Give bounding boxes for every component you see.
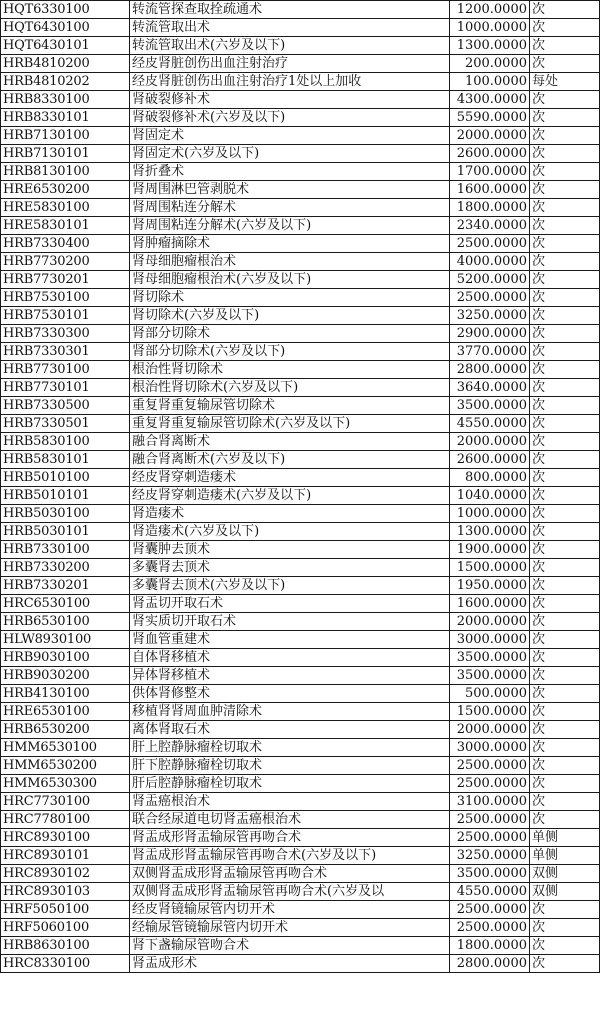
item-unit-cell: 次 <box>530 325 600 343</box>
item-code-cell: HRC8930100 <box>1 829 130 847</box>
table-row <box>1 829 600 847</box>
item-code-cell: HQT6430101 <box>1 37 130 55</box>
table-row <box>1 451 600 469</box>
item-price-cell: 1200.0000 <box>450 1 530 19</box>
item-name-cell: 肾囊肿去顶术 <box>130 541 450 559</box>
item-code-cell: HRB5830101 <box>1 451 130 469</box>
item-price-cell: 1600.0000 <box>450 181 530 199</box>
item-unit-cell: 次 <box>530 163 600 181</box>
table-row <box>1 397 600 415</box>
item-code-cell: HRB5010100 <box>1 469 130 487</box>
item-name-cell: 转流管取出术 <box>130 19 450 37</box>
item-price-cell: 100.0000 <box>450 73 530 91</box>
item-name-cell: 供体肾修整术 <box>130 685 450 703</box>
item-unit-cell: 次 <box>530 721 600 739</box>
item-code-cell: HRB7330200 <box>1 559 130 577</box>
item-name-cell: 肾造瘘术 <box>130 505 450 523</box>
table-row <box>1 739 600 757</box>
item-code-cell: HRB5830100 <box>1 433 130 451</box>
item-code-cell: HRB8130100 <box>1 163 130 181</box>
item-price-cell: 1500.0000 <box>450 559 530 577</box>
item-price-cell: 2340.0000 <box>450 217 530 235</box>
table-row <box>1 37 600 55</box>
item-unit-cell: 双侧 <box>530 865 600 883</box>
table-row <box>1 325 600 343</box>
table-row <box>1 865 600 883</box>
item-unit-cell: 单侧 <box>530 829 600 847</box>
item-code-cell: HRB5030100 <box>1 505 130 523</box>
item-unit-cell: 次 <box>530 91 600 109</box>
item-name-cell: 经输尿管镜输尿管内切开术 <box>130 919 450 937</box>
item-code-cell: HRE6530200 <box>1 181 130 199</box>
item-unit-cell: 次 <box>530 559 600 577</box>
item-price-cell: 1800.0000 <box>450 199 530 217</box>
item-code-cell: HMM6530300 <box>1 775 130 793</box>
table-row <box>1 721 600 739</box>
item-code-cell: HRC7730100 <box>1 793 130 811</box>
item-code-cell: HRF5050100 <box>1 901 130 919</box>
item-code-cell: HRB7130100 <box>1 127 130 145</box>
item-unit-cell: 次 <box>530 109 600 127</box>
item-name-cell: 转流管探查取拴疏通术 <box>130 1 450 19</box>
item-unit-cell: 次 <box>530 613 600 631</box>
item-price-cell: 200.0000 <box>450 55 530 73</box>
item-name-cell: 肾盂成形肾盂输尿管再吻合术 <box>130 829 450 847</box>
item-name-cell: 多囊肾去顶术(六岁及以下) <box>130 577 450 595</box>
item-price-cell: 3500.0000 <box>450 667 530 685</box>
table-row <box>1 649 600 667</box>
item-name-cell: 经皮肾脏创伤出血注射治疗 <box>130 55 450 73</box>
item-price-cell: 2000.0000 <box>450 433 530 451</box>
item-name-cell: 肾部分切除术 <box>130 325 450 343</box>
item-code-cell: HRB4130100 <box>1 685 130 703</box>
item-name-cell: 肾盂切开取石术 <box>130 595 450 613</box>
item-price-cell: 1000.0000 <box>450 19 530 37</box>
item-code-cell: HRB7330500 <box>1 397 130 415</box>
item-code-cell: HRB7330501 <box>1 415 130 433</box>
item-code-cell: HRB7730200 <box>1 253 130 271</box>
item-name-cell: 肝上腔静脉瘤栓切取术 <box>130 739 450 757</box>
item-code-cell: HRB7330100 <box>1 541 130 559</box>
item-price-cell: 3500.0000 <box>450 397 530 415</box>
item-unit-cell: 次 <box>530 541 600 559</box>
table-body <box>1 1 600 973</box>
item-unit-cell: 次 <box>530 343 600 361</box>
item-name-cell: 肾血管重建术 <box>130 631 450 649</box>
table-row <box>1 469 600 487</box>
item-code-cell: HRE5830100 <box>1 199 130 217</box>
item-unit-cell: 次 <box>530 181 600 199</box>
table-row <box>1 703 600 721</box>
item-name-cell: 肾盂癌根治术 <box>130 793 450 811</box>
item-unit-cell: 次 <box>530 451 600 469</box>
item-unit-cell: 次 <box>530 433 600 451</box>
item-name-cell: 肾固定术(六岁及以下) <box>130 145 450 163</box>
item-code-cell: HRB5030101 <box>1 523 130 541</box>
table-row <box>1 181 600 199</box>
item-name-cell: 自体肾移植术 <box>130 649 450 667</box>
item-unit-cell: 双侧 <box>530 883 600 901</box>
item-name-cell: 肝下腔静脉瘤栓切取术 <box>130 757 450 775</box>
item-unit-cell: 次 <box>530 145 600 163</box>
item-price-cell: 3250.0000 <box>450 847 530 865</box>
table-row <box>1 127 600 145</box>
item-unit-cell: 次 <box>530 127 600 145</box>
item-unit-cell: 次 <box>530 685 600 703</box>
item-price-cell: 3500.0000 <box>450 865 530 883</box>
item-price-cell: 1040.0000 <box>450 487 530 505</box>
item-price-cell: 2000.0000 <box>450 721 530 739</box>
item-name-cell: 肾母细胞瘤根治术 <box>130 253 450 271</box>
item-code-cell: HRB7330300 <box>1 325 130 343</box>
item-code-cell: HRB9030100 <box>1 649 130 667</box>
item-price-cell: 2500.0000 <box>450 919 530 937</box>
item-code-cell: HRB7730100 <box>1 361 130 379</box>
item-price-cell: 4300.0000 <box>450 91 530 109</box>
item-price-cell: 800.0000 <box>450 469 530 487</box>
item-code-cell: HRB4810202 <box>1 73 130 91</box>
item-name-cell: 肾固定术 <box>130 127 450 145</box>
item-name-cell: 肾周围淋巴管剥脱术 <box>130 181 450 199</box>
item-price-cell: 2500.0000 <box>450 235 530 253</box>
item-name-cell: 异体肾移植术 <box>130 667 450 685</box>
table-row <box>1 847 600 865</box>
table-row <box>1 91 600 109</box>
table-row <box>1 19 600 37</box>
item-price-cell: 3500.0000 <box>450 649 530 667</box>
item-unit-cell: 次 <box>530 55 600 73</box>
item-unit-cell: 次 <box>530 469 600 487</box>
table-row <box>1 577 600 595</box>
item-price-cell: 2800.0000 <box>450 361 530 379</box>
item-name-cell: 融合肾离断术 <box>130 433 450 451</box>
item-code-cell: HRB6530100 <box>1 613 130 631</box>
table-row <box>1 811 600 829</box>
item-unit-cell: 次 <box>530 235 600 253</box>
item-name-cell: 移植肾肾周血肿清除术 <box>130 703 450 721</box>
item-price-cell: 3640.0000 <box>450 379 530 397</box>
item-unit-cell: 次 <box>530 1 600 19</box>
table-row <box>1 235 600 253</box>
item-price-cell: 2500.0000 <box>450 775 530 793</box>
table-row <box>1 541 600 559</box>
item-price-cell: 3770.0000 <box>450 343 530 361</box>
item-price-cell: 2000.0000 <box>450 127 530 145</box>
item-code-cell: HMM6530100 <box>1 739 130 757</box>
item-unit-cell: 次 <box>530 19 600 37</box>
item-name-cell: 联合经尿道电切肾盂癌根治术 <box>130 811 450 829</box>
item-unit-cell: 次 <box>530 307 600 325</box>
item-unit-cell: 次 <box>530 649 600 667</box>
item-name-cell: 肾实质切开取石术 <box>130 613 450 631</box>
table-row <box>1 433 600 451</box>
item-price-cell: 2500.0000 <box>450 811 530 829</box>
item-unit-cell: 次 <box>530 361 600 379</box>
item-code-cell: HRB7730101 <box>1 379 130 397</box>
item-name-cell: 经皮肾穿刺造瘘术 <box>130 469 450 487</box>
item-code-cell: HRC8930101 <box>1 847 130 865</box>
table-row <box>1 487 600 505</box>
item-code-cell: HRB4810200 <box>1 55 130 73</box>
item-code-cell: HRB8330101 <box>1 109 130 127</box>
item-code-cell: HRB8630100 <box>1 937 130 955</box>
item-name-cell: 肾盂成形肾盂输尿管再吻合术(六岁及以下) <box>130 847 450 865</box>
item-unit-cell: 次 <box>530 775 600 793</box>
item-unit-cell: 次 <box>530 379 600 397</box>
table-row <box>1 217 600 235</box>
item-name-cell: 肾破裂修补术(六岁及以下) <box>130 109 450 127</box>
item-name-cell: 肝后腔静脉瘤栓切取术 <box>130 775 450 793</box>
item-price-cell: 3100.0000 <box>450 793 530 811</box>
item-price-cell: 1700.0000 <box>450 163 530 181</box>
item-price-cell: 1300.0000 <box>450 37 530 55</box>
table-row <box>1 505 600 523</box>
item-price-cell: 2600.0000 <box>450 145 530 163</box>
item-unit-cell: 次 <box>530 523 600 541</box>
table-row <box>1 685 600 703</box>
item-name-cell: 根治性肾切除术(六岁及以下) <box>130 379 450 397</box>
item-name-cell: 根治性肾切除术 <box>130 361 450 379</box>
item-name-cell: 肾切除术 <box>130 289 450 307</box>
item-name-cell: 多囊肾去顶术 <box>130 559 450 577</box>
item-code-cell: HRC6530100 <box>1 595 130 613</box>
item-code-cell: HRB7730201 <box>1 271 130 289</box>
table-row <box>1 793 600 811</box>
item-code-cell: HRB9030200 <box>1 667 130 685</box>
item-price-cell: 2000.0000 <box>450 613 530 631</box>
item-price-cell: 2500.0000 <box>450 289 530 307</box>
item-unit-cell: 次 <box>530 397 600 415</box>
item-price-cell: 2900.0000 <box>450 325 530 343</box>
item-unit-cell: 次 <box>530 919 600 937</box>
item-price-cell: 1800.0000 <box>450 937 530 955</box>
item-price-cell: 2500.0000 <box>450 829 530 847</box>
item-unit-cell: 次 <box>530 793 600 811</box>
item-unit-cell: 单侧 <box>530 847 600 865</box>
item-price-cell: 1000.0000 <box>450 505 530 523</box>
item-unit-cell: 次 <box>530 289 600 307</box>
item-code-cell: HRC8330100 <box>1 955 130 973</box>
item-price-cell: 5200.0000 <box>450 271 530 289</box>
item-name-cell: 肾切除术(六岁及以下) <box>130 307 450 325</box>
table-row <box>1 883 600 901</box>
item-code-cell: HRB7530101 <box>1 307 130 325</box>
item-name-cell: 经皮肾镜输尿管内切开术 <box>130 901 450 919</box>
table-row <box>1 109 600 127</box>
item-code-cell: HRC7780100 <box>1 811 130 829</box>
item-code-cell: HRB7330301 <box>1 343 130 361</box>
item-unit-cell: 次 <box>530 487 600 505</box>
item-unit-cell: 次 <box>530 505 600 523</box>
table-row <box>1 145 600 163</box>
item-unit-cell: 次 <box>530 703 600 721</box>
item-price-cell: 1600.0000 <box>450 595 530 613</box>
item-name-cell: 离体肾取石术 <box>130 721 450 739</box>
item-code-cell: HRE6530100 <box>1 703 130 721</box>
item-name-cell: 经皮肾脏创伤出血注射治疗1处以上加收 <box>130 73 450 91</box>
item-price-cell: 5590.0000 <box>450 109 530 127</box>
table-row <box>1 415 600 433</box>
item-name-cell: 经皮肾穿刺造瘘术(六岁及以下) <box>130 487 450 505</box>
item-name-cell: 重复肾重复输尿管切除术 <box>130 397 450 415</box>
item-price-cell: 4550.0000 <box>450 415 530 433</box>
item-name-cell: 重复肾重复输尿管切除术(六岁及以下) <box>130 415 450 433</box>
table-row <box>1 613 600 631</box>
item-code-cell: HMM6530200 <box>1 757 130 775</box>
item-price-cell: 3000.0000 <box>450 631 530 649</box>
item-code-cell: HRB7130101 <box>1 145 130 163</box>
item-unit-cell: 次 <box>530 199 600 217</box>
item-unit-cell: 次 <box>530 271 600 289</box>
item-unit-cell: 次 <box>530 415 600 433</box>
table-row <box>1 559 600 577</box>
item-name-cell: 肾周围粘连分解术 <box>130 199 450 217</box>
item-price-cell: 3250.0000 <box>450 307 530 325</box>
item-unit-cell: 次 <box>530 757 600 775</box>
item-unit-cell: 次 <box>530 901 600 919</box>
item-name-cell: 肾肿瘤摘除术 <box>130 235 450 253</box>
item-code-cell: HRE5830101 <box>1 217 130 235</box>
table-row <box>1 271 600 289</box>
item-unit-cell: 次 <box>530 37 600 55</box>
item-price-cell: 4000.0000 <box>450 253 530 271</box>
table-row <box>1 73 600 91</box>
item-name-cell: 肾母细胞瘤根治术(六岁及以下) <box>130 271 450 289</box>
item-code-cell: HRB7530100 <box>1 289 130 307</box>
table-row <box>1 361 600 379</box>
item-code-cell: HLW8930100 <box>1 631 130 649</box>
item-unit-cell: 次 <box>530 739 600 757</box>
item-price-cell: 3000.0000 <box>450 739 530 757</box>
table-row <box>1 289 600 307</box>
item-unit-cell: 次 <box>530 811 600 829</box>
item-code-cell: HRB8330100 <box>1 91 130 109</box>
item-unit-cell: 次 <box>530 253 600 271</box>
item-unit-cell: 次 <box>530 595 600 613</box>
table-row <box>1 307 600 325</box>
item-unit-cell: 次 <box>530 937 600 955</box>
table-row <box>1 343 600 361</box>
table-row <box>1 379 600 397</box>
item-code-cell: HRB6530200 <box>1 721 130 739</box>
table-row <box>1 937 600 955</box>
table-row <box>1 55 600 73</box>
item-unit-cell: 次 <box>530 631 600 649</box>
item-price-cell: 2500.0000 <box>450 901 530 919</box>
item-unit-cell: 次 <box>530 667 600 685</box>
item-code-cell: HRB7330201 <box>1 577 130 595</box>
item-price-cell: 4550.0000 <box>450 883 530 901</box>
item-price-cell: 1500.0000 <box>450 703 530 721</box>
table-row <box>1 757 600 775</box>
item-unit-cell: 次 <box>530 577 600 595</box>
item-name-cell: 双侧肾盂成形肾盂输尿管再吻合术 <box>130 865 450 883</box>
table-row <box>1 775 600 793</box>
item-code-cell: HRC8930102 <box>1 865 130 883</box>
item-code-cell: HRB7330400 <box>1 235 130 253</box>
item-unit-cell: 每处 <box>530 73 600 91</box>
table-row <box>1 919 600 937</box>
item-name-cell: 转流管取出术(六岁及以下) <box>130 37 450 55</box>
table-row <box>1 253 600 271</box>
table-row <box>1 199 600 217</box>
item-unit-cell: 次 <box>530 955 600 973</box>
item-name-cell: 融合肾离断术(六岁及以下) <box>130 451 450 469</box>
table-row <box>1 163 600 181</box>
item-code-cell: HRC8930103 <box>1 883 130 901</box>
item-name-cell: 肾破裂修补术 <box>130 91 450 109</box>
item-price-cell: 2600.0000 <box>450 451 530 469</box>
item-name-cell: 肾下盏输尿管吻合术 <box>130 937 450 955</box>
item-price-cell: 1900.0000 <box>450 541 530 559</box>
table-row <box>1 667 600 685</box>
item-price-cell: 2800.0000 <box>450 955 530 973</box>
item-price-cell: 2500.0000 <box>450 757 530 775</box>
table-row <box>1 955 600 973</box>
item-unit-cell: 次 <box>530 217 600 235</box>
table-row <box>1 595 600 613</box>
item-code-cell: HQT6430100 <box>1 19 130 37</box>
item-price-cell: 1300.0000 <box>450 523 530 541</box>
item-code-cell: HQT6330100 <box>1 1 130 19</box>
table-row <box>1 1 600 19</box>
item-price-cell: 1950.0000 <box>450 577 530 595</box>
item-name-cell: 肾折叠术 <box>130 163 450 181</box>
item-name-cell: 肾部分切除术(六岁及以下) <box>130 343 450 361</box>
item-code-cell: HRB5010101 <box>1 487 130 505</box>
item-name-cell: 双侧肾盂成形肾盂输尿管再吻合术(六岁及以 <box>130 883 450 901</box>
item-name-cell: 肾周围粘连分解术(六岁及以下) <box>130 217 450 235</box>
table-row <box>1 901 600 919</box>
item-code-cell: HRF5060100 <box>1 919 130 937</box>
table-row <box>1 523 600 541</box>
item-price-cell: 500.0000 <box>450 685 530 703</box>
table-row <box>1 631 600 649</box>
item-name-cell: 肾盂成形术 <box>130 955 450 973</box>
item-name-cell: 肾造瘘术(六岁及以下) <box>130 523 450 541</box>
